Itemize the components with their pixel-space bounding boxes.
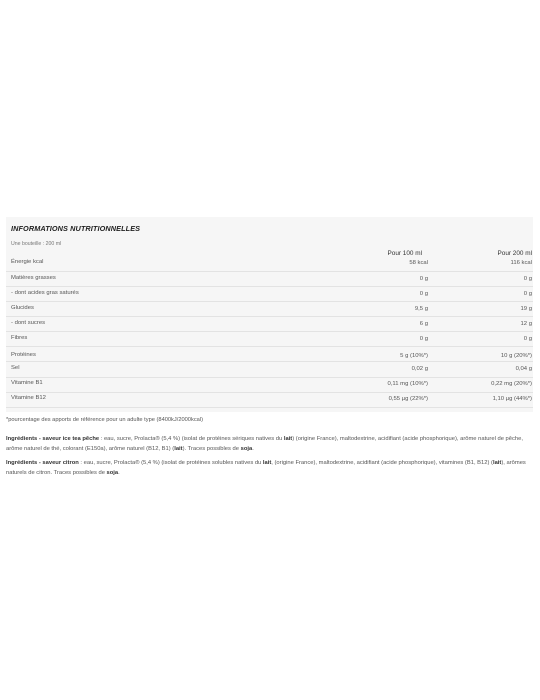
nutrition-row — [6, 331, 533, 347]
value-per-200ml: 0 g — [523, 291, 532, 297]
allergen-lait: lait — [283, 436, 293, 442]
nutrient-label: Sel — [11, 365, 20, 371]
value-per-200ml: 19 g — [520, 306, 532, 312]
nutrient-label: Protéines — [11, 352, 36, 358]
value-per-100ml: 0 g — [419, 336, 428, 342]
ingredients-text: . — [118, 470, 120, 476]
value-per-200ml: 0,22 mg (20%*) — [491, 381, 532, 387]
value-per-100ml: 9,5 g — [414, 306, 428, 312]
value-per-100ml: 5 g (10%*) — [400, 353, 428, 359]
ingredients-text: ). Traces possibles de — [182, 446, 241, 452]
column-header-200ml: Pour 200 ml — [497, 250, 532, 257]
nutrition-row — [6, 377, 533, 393]
nutrition-row — [6, 271, 533, 287]
nutrient-label: Énergie kcal — [11, 259, 44, 265]
ingredients-peche — [6, 434, 526, 454]
ingredients-text: ), arômes naturels de citron. Traces possibles de — [6, 460, 526, 476]
value-per-200ml: 116 kcal — [510, 260, 532, 266]
nutrition-row — [6, 301, 533, 317]
column-header-100ml: Pour 100 ml — [387, 250, 422, 257]
ingredients-text: . — [252, 446, 254, 452]
nutrient-label: Vitamine B1 — [11, 380, 43, 386]
value-per-200ml: 0 g — [523, 276, 532, 282]
ingredients-text: : eau, sucre, Prolacta® (5,4 %) (isolat de protéines sériques natives du — [99, 436, 284, 442]
ingredients-text: : eau, sucre, Prolacta® (5,4 %) (isolat de protéines solubles natives du — [78, 460, 263, 466]
ingredients-heading: Ingrédients - saveur ice tea pêche — [6, 436, 100, 442]
nutrient-label: - dont sucres — [11, 320, 46, 326]
nutrition-row — [6, 316, 533, 332]
value-per-100ml: 0 g — [419, 276, 428, 282]
ingredients-heading: Ingrédients - saveur citron — [6, 460, 79, 466]
nutrition-title: INFORMATIONS NUTRITIONNELLES — [11, 224, 141, 233]
ingredients-text: ) (origine France), maltodextrine, acidifiant (acide phosphorique), arôme naturel de pêche, arôme naturel de thé, colorant (E150a), arôme naturel (B12, B1) ( — [6, 436, 523, 452]
nutrient-label: Glucides — [11, 305, 34, 311]
nutrition-row — [6, 346, 533, 362]
value-per-100ml: 6 g — [419, 321, 428, 327]
value-per-100ml: 0,02 g — [411, 366, 428, 372]
nutrition-row — [6, 392, 533, 408]
ingredients-citron — [6, 458, 526, 478]
allergen-soja: soja — [106, 470, 119, 476]
reference-intake-footnote: *pourcentage des apports de référence pour un adulte type (8400kJ/2000kcal) — [6, 417, 203, 423]
nutrition-row — [6, 362, 533, 378]
nutrient-label: Matières grasses — [11, 275, 56, 281]
nutrition-row — [6, 286, 533, 302]
nutrient-label: - dont acides gras saturés — [11, 290, 79, 296]
nutrient-label: Fibres — [11, 335, 28, 341]
value-per-200ml: 10 g (20%*) — [500, 353, 532, 359]
value-per-200ml: 12 g — [520, 321, 532, 327]
value-per-100ml: 0,11 mg (10%*) — [387, 381, 428, 387]
serving-size: Une bouteille : 200 ml — [11, 241, 62, 247]
allergen-lait: lait — [174, 446, 183, 452]
value-per-200ml: 0 g — [523, 336, 532, 342]
value-per-200ml: 0,04 g — [515, 366, 532, 372]
nutrient-label: Vitamine B12 — [11, 395, 46, 401]
allergen-lait: lait — [492, 460, 502, 466]
allergen-soja: soja — [240, 446, 253, 452]
ingredients-text: , (origine France), maltodextrine, acidifiant (acide phosphorique), vitamines (B1, B12) ( — [271, 460, 493, 466]
value-per-100ml: 0 g — [419, 291, 428, 297]
nutrition-row — [6, 256, 533, 272]
value-per-100ml: 58 kcal — [409, 260, 428, 266]
allergen-lait: lait — [262, 460, 272, 466]
value-per-100ml: 0,55 µg (22%*) — [388, 396, 428, 402]
value-per-200ml: 1,10 µg (44%*) — [492, 396, 532, 402]
